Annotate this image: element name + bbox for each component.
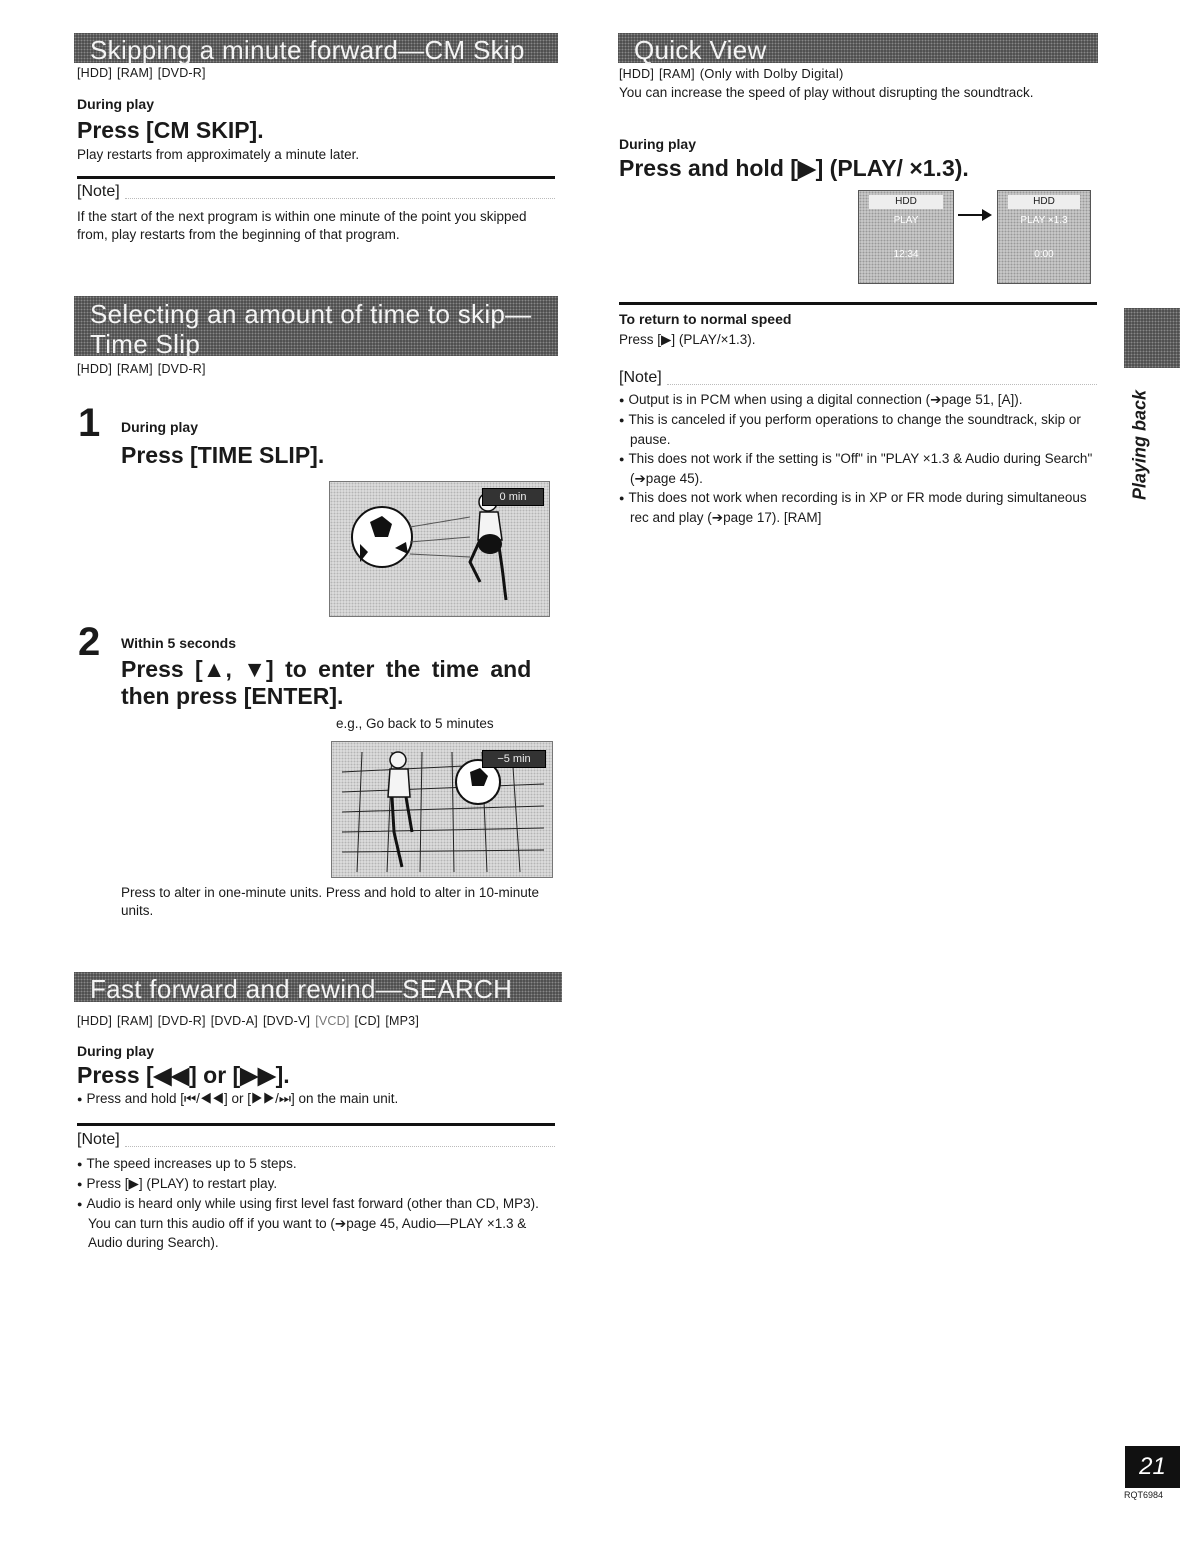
quick-view-desc: You can increase the speed of play without disrupting the soundtrack. — [619, 85, 1034, 100]
list-item: ● Press [▶] (PLAY) to restart play. — [77, 1174, 557, 1194]
page-number: 21 — [1125, 1446, 1180, 1488]
step2-instruction: Press [▲, ▼] to enter the time and then press [ENTER]. — [121, 656, 532, 709]
cm-skip-during: During play — [77, 96, 155, 112]
divider — [77, 1123, 555, 1126]
divider — [619, 302, 1097, 305]
search-tags: [HDD] [RAM] [DVD-R] [DVD-A] [DVD-V] [VCD] [CD] [MP3] — [77, 1014, 420, 1028]
step2-example: e.g., Go back to 5 minutes — [336, 716, 494, 731]
divider — [125, 198, 555, 199]
list-item: ● Audio is heard only while using first level fast forward (other than CD, MP3). You can turn this audio off if you want to (➔page 45, Audio—PLAY ×1.3 & Audio during Search). — [77, 1194, 557, 1252]
cm-skip-note-text: If the start of the next program is within one minute of the point you skipped from, play restarts from the beginning of that program. — [77, 209, 527, 242]
screen-before: HDD PLAY 12:34 — [858, 190, 954, 284]
step-number: 1 — [78, 401, 101, 445]
sidebar-label-wrap — [1120, 380, 1160, 510]
quick-view-during: During play — [619, 136, 697, 152]
search-during: During play — [77, 1043, 155, 1059]
list-item: ● The speed increases up to 5 steps. — [77, 1154, 557, 1174]
step2-label: Within 5 seconds — [121, 635, 237, 651]
arrow-right-icon — [956, 205, 996, 225]
sidebar-label: Playing back — [1129, 389, 1150, 501]
search-heading: Fast forward and rewind—SEARCH — [74, 972, 562, 1002]
quick-view-note-title: [Note] — [619, 369, 662, 386]
search-instruction: Press [◀◀] or [▶▶]. — [77, 1062, 290, 1088]
divider — [667, 384, 1097, 385]
return-text: Press [▶] (PLAY/×1.3). — [619, 332, 756, 347]
step1-label: During play — [121, 419, 199, 435]
list-item: ● This does not work if the setting is "Off" in "PLAY ×1.3 & Audio during Search" (➔page 45). — [619, 449, 1099, 488]
osd-time-display: 0 min — [482, 488, 544, 506]
cm-skip-tags: [HDD] [RAM] [DVD-R] — [77, 66, 206, 80]
cm-skip-note-title: [Note] — [77, 183, 120, 200]
quick-view-instruction: Press and hold [▶] (PLAY/ ×1.3). — [619, 155, 969, 181]
screen-after: HDD PLAY ×1.3 0:00 — [997, 190, 1091, 284]
search-note-list — [77, 1154, 557, 1252]
search-bullet-list — [77, 1089, 555, 1109]
list-item: ● Press and hold [⏮/◀◀] or [▶▶/⏭] on the main unit. — [77, 1089, 555, 1109]
quick-view-note-list — [619, 390, 1099, 527]
cm-skip-desc: Play restarts from approximately a minute later. — [77, 147, 360, 162]
time-slip-tags: [HDD] [RAM] [DVD-R] — [77, 362, 206, 376]
divider — [77, 176, 555, 179]
step-number: 2 — [78, 620, 101, 664]
step1-instruction: Press [TIME SLIP]. — [121, 442, 325, 468]
cm-skip-instruction: Press [CM SKIP]. — [77, 117, 264, 143]
chapter-tab — [1124, 308, 1180, 368]
list-item: ● Output is in PCM when using a digital connection (➔page 51, [A]). — [619, 390, 1099, 410]
document-code: RQT6984 — [1124, 1490, 1164, 1500]
osd-time-display: −5 min — [482, 750, 546, 768]
divider — [125, 1146, 555, 1147]
return-title: To return to normal speed — [619, 311, 792, 327]
cm-skip-heading: Skipping a minute forward—CM Skip — [74, 33, 558, 63]
soccer-illustration — [329, 481, 550, 617]
soccer-goal-illustration — [331, 741, 553, 878]
time-slip-heading: Selecting an amount of time to skip— Time Slip — [74, 296, 558, 356]
search-note-title: [Note] — [77, 1131, 120, 1148]
step2-desc: Press to alter in one-minute units. Press and hold to alter in 10-minute units. — [121, 885, 539, 918]
quick-view-tags: [HDD] [RAM] (Only with Dolby Digital) — [619, 66, 844, 81]
quick-view-heading: Quick View — [618, 33, 1098, 63]
list-item: ● This does not work when recording is in XP or FR mode during simultaneous rec and play (➔page 17). [RAM] — [619, 488, 1099, 527]
list-item: ● This is canceled if you perform operations to change the soundtrack, skip or pause. — [619, 410, 1099, 449]
